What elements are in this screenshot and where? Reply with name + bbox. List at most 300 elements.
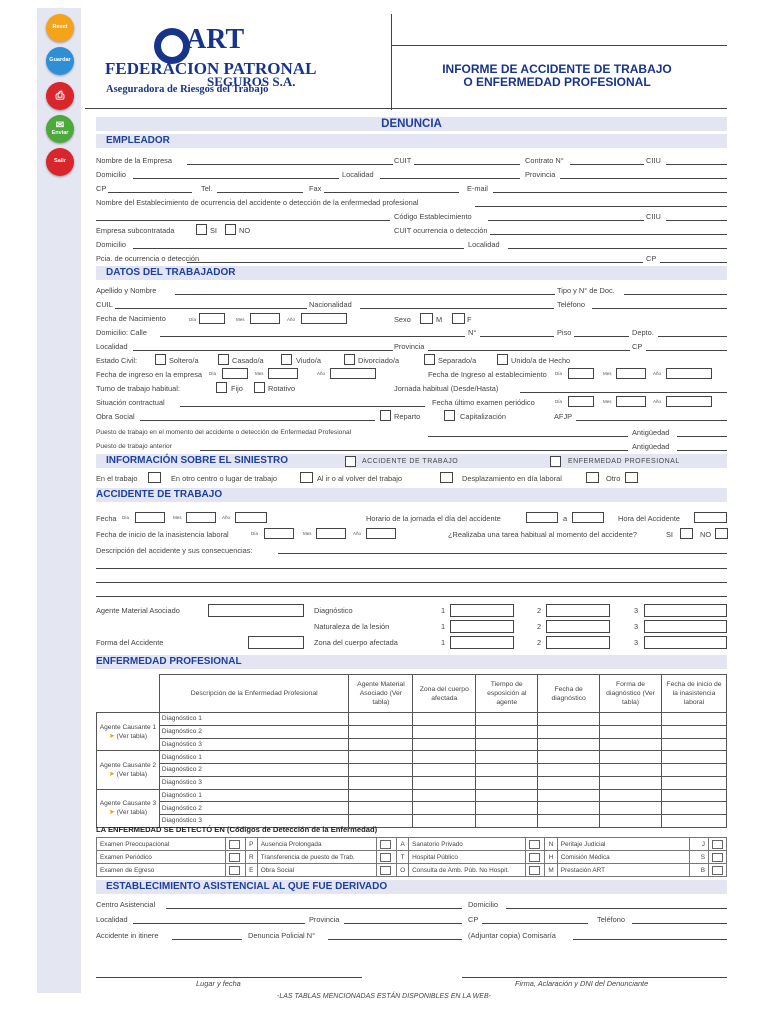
table-cell[interactable] — [413, 789, 476, 802]
diag-row-label: Diagnóstico 2 — [159, 725, 349, 738]
subcontratada-label: Empresa subcontratada — [96, 226, 175, 235]
deteccion-checkbox[interactable] — [709, 838, 727, 851]
diag-row-label: Diagnóstico 1 — [159, 713, 349, 726]
arrow-icon: ➤ — [108, 770, 115, 778]
soltero-checkbox[interactable] — [155, 354, 166, 365]
domicilio-label: Domicilio — [96, 170, 126, 179]
ciiu2-label: CIIU — [646, 212, 661, 221]
cp2-input[interactable] — [660, 262, 727, 263]
domicilio-input[interactable] — [133, 178, 339, 179]
ingreso-estab-mes[interactable] — [616, 368, 646, 379]
email-label: E-mail — [467, 184, 488, 193]
mes-label: Mes — [603, 371, 612, 376]
lugar-fecha-label: Lugar y fecha — [196, 979, 241, 988]
codigo-estab-label: Código Establecimiento — [394, 212, 472, 221]
deteccion-code: H — [545, 851, 557, 864]
ingreso-empresa-dia[interactable] — [222, 368, 248, 379]
deteccion-code: S — [689, 851, 708, 864]
cp-trab-label: CP — [632, 342, 643, 351]
table-cell[interactable] — [349, 738, 413, 751]
cuit-input[interactable] — [414, 164, 520, 165]
establecimiento-title: ESTABLECIMIENTO ASISTENCIAL AL QUE FUE DERIVADO — [106, 881, 388, 892]
estab-input-2[interactable] — [96, 220, 390, 221]
table-cell[interactable] — [538, 802, 600, 815]
dia-label: Día — [555, 371, 563, 376]
email-input[interactable] — [493, 192, 727, 193]
obra-social-input[interactable] — [140, 420, 375, 421]
table-cell[interactable] — [413, 815, 476, 828]
send-button[interactable] — [46, 115, 74, 143]
tel-input[interactable] — [217, 192, 303, 193]
deteccion-label: Comisión Médica — [557, 851, 689, 864]
diag-2-input[interactable] — [546, 604, 610, 617]
no-label: NO — [239, 226, 251, 235]
agente-input[interactable] — [208, 604, 304, 617]
table-cell[interactable] — [349, 776, 413, 789]
apellido-input[interactable] — [175, 294, 555, 295]
table-cell[interactable] — [538, 815, 600, 828]
subcontratada-si-checkbox[interactable] — [196, 224, 207, 235]
dia-label: Día — [122, 515, 130, 520]
cuil-label: CUIL — [96, 300, 113, 309]
table-cell[interactable] — [600, 738, 662, 751]
deteccion-checkbox[interactable] — [709, 851, 727, 864]
divorciado-checkbox[interactable] — [344, 354, 355, 365]
table-cell[interactable] — [413, 751, 476, 764]
table-corner — [97, 675, 160, 713]
table-cell[interactable] — [476, 802, 538, 815]
fijo-checkbox[interactable] — [216, 382, 227, 393]
ver-tabla-1: (Ver tabla) — [116, 732, 148, 740]
table-cell[interactable] — [538, 713, 600, 726]
table-cell[interactable] — [476, 764, 538, 777]
contrato-label: Contrato N° — [525, 156, 564, 165]
diag-2-label: 2 — [537, 606, 542, 615]
ingreso-empresa-mes[interactable] — [268, 368, 298, 379]
diag-row-label: Diagnóstico 1 — [159, 789, 349, 802]
denuncia-policial-label: Denuncia Policial N° — [248, 931, 316, 940]
deteccion-label: Prestación ART — [557, 864, 689, 877]
horario-desde-input[interactable] — [526, 512, 558, 523]
tarea-no-checkbox[interactable] — [715, 528, 728, 539]
diag-row-label: Diagnóstico 3 — [159, 738, 349, 751]
situacion-label: Situación contractual — [96, 398, 165, 407]
examen-label: Fecha último examen periódico — [432, 398, 535, 407]
localidad-input[interactable] — [380, 178, 520, 179]
enfermedad-title: ENFERMEDAD PROFESIONAL — [96, 656, 242, 667]
deteccion-label: Examen Preocupacional — [97, 838, 226, 851]
empresa-label: Nombre de la Empresa — [96, 156, 172, 165]
separado-label: Separado/a — [438, 356, 477, 365]
ingreso-estab-anio[interactable] — [666, 368, 712, 379]
nacionalidad-input[interactable] — [360, 308, 554, 309]
descripcion-input-4[interactable] — [96, 596, 727, 597]
deteccion-label: Transferencia de puesto de Trab. — [257, 851, 377, 864]
table-cell[interactable] — [600, 802, 662, 815]
deteccion-label: Examen de Egreso — [97, 864, 226, 877]
brand-seguros: SEGUROS S.A. — [207, 74, 296, 89]
turno-label: Turno de trabajo habitual: — [96, 384, 180, 393]
printer-icon: ⎙ — [55, 89, 65, 102]
depto-label: Depto. — [632, 328, 654, 337]
brand-federacion: FEDERACION PATRONAL — [105, 59, 317, 78]
sexo-f-checkbox[interactable] — [452, 313, 465, 324]
lugar-fecha-line[interactable] — [96, 977, 362, 978]
examen-dia[interactable] — [568, 396, 594, 407]
pcia-input[interactable] — [187, 262, 643, 263]
antiguedad-input[interactable] — [677, 436, 727, 437]
al-ir-checkbox[interactable] — [440, 472, 453, 483]
firma-label: Firma, Aclaración y DNI del Denunciante — [515, 979, 649, 988]
diag-1-label: 1 — [441, 606, 446, 615]
table-cell[interactable] — [538, 725, 600, 738]
provincia-input[interactable] — [560, 178, 727, 179]
al-ir-label: Al ir o al volver del trabajo — [317, 474, 403, 483]
table-cell[interactable] — [662, 802, 727, 815]
deteccion-checkbox[interactable] — [377, 851, 397, 864]
otro-centro-checkbox[interactable] — [300, 472, 313, 483]
nat-2-input[interactable] — [546, 620, 610, 633]
table-cell[interactable] — [476, 725, 538, 738]
anio-label: Año — [653, 399, 662, 404]
table-cell[interactable] — [413, 776, 476, 789]
fecha-acc-anio[interactable] — [235, 512, 267, 523]
firma-line[interactable] — [462, 977, 727, 978]
localidad2-label: Localidad — [468, 240, 500, 249]
ciiu2-input[interactable] — [666, 220, 727, 221]
table-cell[interactable] — [413, 725, 476, 738]
zona-3-input[interactable] — [644, 636, 727, 649]
table-cell[interactable] — [538, 789, 600, 802]
anio-label: Año — [353, 531, 362, 536]
nat-3-input[interactable] — [644, 620, 727, 633]
table-cell[interactable] — [662, 751, 727, 764]
otro-checkbox[interactable] — [625, 472, 638, 483]
deteccion-row — [97, 851, 727, 864]
dia-label: Día — [555, 399, 563, 404]
table-cell[interactable] — [600, 815, 662, 828]
nat-1-label: 1 — [441, 622, 446, 631]
ver-tabla-2: (Ver tabla) — [116, 770, 148, 778]
nac-anio-input[interactable] — [301, 313, 347, 324]
subcontratada-no-checkbox[interactable] — [225, 224, 236, 235]
localidad-est-label: Localidad — [96, 915, 128, 924]
unido-checkbox[interactable] — [497, 354, 508, 365]
cp-input[interactable] — [108, 192, 192, 193]
diag-1-input[interactable] — [450, 604, 514, 617]
calle-label: Domicilio: Calle — [96, 328, 147, 337]
fax-input[interactable] — [324, 192, 459, 193]
ciiu-input[interactable] — [666, 164, 727, 165]
table-cell[interactable] — [538, 764, 600, 777]
descripcion-input-3[interactable] — [96, 582, 727, 583]
table-cell[interactable] — [413, 738, 476, 751]
diag-3-input[interactable] — [644, 604, 727, 617]
dia-label: Día — [251, 531, 259, 536]
tarea-si-checkbox[interactable] — [680, 528, 693, 539]
agente-1-label: Agente Causante 1 — [99, 723, 157, 731]
domicilio-est-label: Domicilio — [468, 900, 498, 909]
telefono-label: Teléfono — [557, 300, 585, 309]
nro-input[interactable] — [480, 336, 554, 337]
descripcion-input-1[interactable] — [278, 553, 727, 554]
table-cell[interactable] — [662, 789, 727, 802]
localidad-est-input[interactable] — [133, 923, 305, 924]
table-cell[interactable] — [413, 764, 476, 777]
table-cell[interactable] — [600, 713, 662, 726]
table-cell[interactable] — [600, 776, 662, 789]
depto-input[interactable] — [658, 336, 727, 337]
header-rule — [392, 45, 727, 46]
nat-1-input[interactable] — [450, 620, 514, 633]
table-cell[interactable] — [600, 764, 662, 777]
telefono-est-label: Teléfono — [597, 915, 625, 924]
jornada-input[interactable] — [520, 392, 727, 393]
estab-input[interactable] — [475, 206, 727, 207]
piso-input[interactable] — [574, 336, 629, 337]
accidente-option-checkbox[interactable] — [345, 456, 356, 467]
itinere-label: Accidente in itinere — [96, 931, 159, 940]
deteccion-checkbox[interactable] — [525, 864, 545, 877]
contrato-input[interactable] — [570, 164, 644, 165]
provincia-trab-input[interactable] — [428, 350, 630, 351]
table-cell[interactable] — [349, 725, 413, 738]
puesto-input[interactable] — [428, 436, 628, 437]
deteccion-code: M — [545, 864, 557, 877]
cuit-ocurrencia-input[interactable] — [490, 234, 727, 235]
rotativo-checkbox[interactable] — [254, 382, 265, 393]
nacionalidad-label: Nacionalidad — [309, 300, 352, 309]
tarea-habitual-label: ¿Realizaba una tarea habitual al momento del accidente? — [448, 530, 637, 539]
deteccion-checkbox[interactable] — [525, 851, 545, 864]
deteccion-checkbox[interactable] — [226, 838, 246, 851]
table-cell[interactable] — [600, 789, 662, 802]
afjp-input[interactable] — [576, 420, 727, 421]
nat-2-label: 2 — [537, 622, 542, 631]
codigo-estab-input[interactable] — [488, 220, 644, 221]
telefono-est-input[interactable] — [632, 923, 727, 924]
descripcion-input-2[interactable] — [96, 568, 727, 569]
inasistencia-anio[interactable] — [366, 528, 396, 539]
estado-civil-label: Estado Civil: — [96, 356, 138, 365]
table-cell[interactable] — [662, 764, 727, 777]
forma-input[interactable] — [248, 636, 304, 649]
pcia-label: Pcia. de ocurrencia o detección — [96, 254, 200, 263]
deteccion-checkbox[interactable] — [226, 851, 246, 864]
deteccion-table — [96, 837, 727, 877]
cuil-input[interactable] — [115, 308, 307, 309]
table-cell[interactable] — [662, 738, 727, 751]
deteccion-code: O — [397, 864, 409, 877]
reset-button[interactable] — [46, 14, 74, 42]
en-trabajo-checkbox[interactable] — [148, 472, 161, 483]
cp-est-input[interactable] — [482, 923, 588, 924]
puesto-anterior-input[interactable] — [200, 450, 628, 451]
fecha-acc-mes[interactable] — [186, 512, 216, 523]
ingreso-estab-dia[interactable] — [568, 368, 594, 379]
inasistencia-mes[interactable] — [316, 528, 346, 539]
centro-input[interactable] — [166, 908, 462, 909]
table-cell[interactable] — [476, 776, 538, 789]
sexo-m-checkbox[interactable] — [420, 313, 433, 324]
puesto-label: Puesto de trabajo en el momento del accidente o detección de Enfermedad Profesional — [96, 429, 352, 436]
header-forma-diag: Forma de diagnóstico (Ver tabla) — [600, 675, 662, 713]
sexo-f-label: F — [467, 315, 472, 324]
rotativo-label: Rotativo — [268, 384, 296, 393]
empresa-input[interactable] — [187, 164, 393, 165]
viudo-checkbox[interactable] — [281, 354, 292, 365]
examen-anio[interactable] — [666, 396, 712, 407]
examen-mes[interactable] — [616, 396, 646, 407]
cp-trab-input[interactable] — [646, 350, 727, 351]
cuit-label: CUIT — [394, 156, 412, 165]
deteccion-checkbox[interactable] — [226, 864, 246, 877]
print-button[interactable] — [46, 82, 74, 110]
diag-row-label: Diagnóstico 2 — [159, 802, 349, 815]
footer-note: -LAS TABLAS MENCIONADAS ESTÁN DISPONIBLES EN LA WEB- — [277, 993, 491, 1000]
antiguedad-label: Antigüedad — [632, 428, 670, 437]
ciiu-label: CIIU — [646, 156, 661, 165]
agente-3-label: Agente Causante 3 — [99, 800, 157, 808]
table-cell[interactable] — [662, 713, 727, 726]
table-cell[interactable] — [538, 776, 600, 789]
table-cell[interactable] — [413, 802, 476, 815]
nac-mes-input[interactable] — [250, 313, 280, 324]
table-cell[interactable] — [349, 802, 413, 815]
deteccion-code: E — [245, 864, 257, 877]
table-cell[interactable] — [413, 713, 476, 726]
table-cell[interactable] — [662, 776, 727, 789]
provincia-est-input[interactable] — [344, 923, 462, 924]
ingreso-empresa-anio[interactable] — [330, 368, 376, 379]
table-cell[interactable] — [349, 751, 413, 764]
table-cell[interactable] — [349, 764, 413, 777]
anio-label: Año — [222, 515, 231, 520]
table-cell[interactable] — [538, 751, 600, 764]
deteccion-checkbox[interactable] — [377, 838, 397, 851]
separado-checkbox[interactable] — [424, 354, 435, 365]
estab-label: Nombre del Establecimiento de ocurrencia del accidente o detección de la enfermedad profesional — [96, 198, 419, 207]
tarea-si-label: SI — [666, 530, 673, 539]
denuncia-policial-input[interactable] — [328, 939, 462, 940]
mes-label: Mes — [603, 399, 612, 404]
localidad-trab-input[interactable] — [133, 350, 393, 351]
table-cell[interactable] — [476, 815, 538, 828]
table-cell[interactable] — [662, 725, 727, 738]
table-cell[interactable] — [476, 789, 538, 802]
zona-1-label: 1 — [441, 638, 446, 647]
domicilio2-input[interactable] — [133, 248, 464, 249]
ingreso-estab-label: Fecha de Ingreso al establecimiento — [428, 370, 547, 379]
table-cell[interactable] — [349, 713, 413, 726]
exit-button[interactable] — [46, 148, 74, 176]
domicilio-est-input[interactable] — [506, 908, 727, 909]
agente-2-label: Agente Causante 2 — [99, 761, 157, 769]
en-trabajo-label: En el trabajo — [96, 474, 138, 483]
save-button[interactable] — [46, 47, 74, 75]
otro-centro-label: En otro centro o lugar de trabajo — [171, 474, 277, 483]
si-label: SI — [210, 226, 217, 235]
hora-acc-input[interactable] — [694, 512, 727, 523]
deteccion-label: Ausencia Prolongada — [257, 838, 377, 851]
deteccion-label: Peritaje Judicial — [557, 838, 689, 851]
horario-hasta-input[interactable] — [572, 512, 604, 523]
table-cell[interactable] — [349, 789, 413, 802]
denuncia-title: DENUNCIA — [381, 118, 442, 130]
table-cell[interactable] — [600, 725, 662, 738]
table-cell[interactable] — [476, 751, 538, 764]
puesto-anterior-label: Puesto de trabajo anterior — [96, 443, 172, 450]
fecha-acc-label: Fecha — [96, 514, 117, 523]
nac-dia-input[interactable] — [199, 313, 225, 324]
inasistencia-dia[interactable] — [264, 528, 294, 539]
tipo-doc-input[interactable] — [624, 294, 727, 295]
capitalizacion-checkbox[interactable] — [444, 410, 455, 421]
telefono-input[interactable] — [592, 308, 727, 309]
soltero-label: Soltero/a — [169, 356, 199, 365]
sexo-m-label: M — [436, 315, 443, 324]
anio-label: Año — [653, 371, 662, 376]
provincia-trab-label: Provincia — [394, 342, 425, 351]
viudo-label: Viudo/a — [296, 356, 321, 365]
deteccion-checkbox[interactable] — [377, 864, 397, 877]
zona-label: Zona del cuerpo afectada — [314, 638, 398, 647]
domicilio2-label: Domicilio — [96, 240, 126, 249]
deteccion-label: Obra Social — [257, 864, 377, 877]
antiguedad2-input[interactable] — [677, 450, 727, 451]
fecha-acc-dia[interactable] — [135, 512, 165, 523]
send-label: Enviar — [51, 130, 69, 137]
tel-label: Tel. — [201, 184, 213, 193]
zona-2-input[interactable] — [546, 636, 610, 649]
divorciado-label: Divorciado/a — [358, 356, 400, 365]
zona-1-input[interactable] — [450, 636, 514, 649]
reparto-checkbox[interactable] — [380, 410, 391, 421]
enfermedad-table — [96, 674, 727, 828]
diag-row-label: Diagnóstico 3 — [159, 776, 349, 789]
deteccion-checkbox[interactable] — [525, 838, 545, 851]
table-cell[interactable] — [538, 738, 600, 751]
header-descripcion: Descripción de la Enfermedad Profesional — [159, 675, 349, 713]
diag-row-label: Diagnóstico 1 — [159, 751, 349, 764]
reparto-label: Reparto — [394, 412, 421, 421]
itinere-input[interactable] — [172, 939, 242, 940]
piso-label: Piso — [557, 328, 572, 337]
localidad2-input[interactable] — [508, 248, 727, 249]
casado-checkbox[interactable] — [218, 354, 229, 365]
table-cell[interactable] — [476, 738, 538, 751]
table-cell[interactable] — [600, 751, 662, 764]
cuit-ocurrencia-label: CUIT ocurrencia o detección — [394, 226, 488, 235]
agente-causante-3 — [97, 789, 160, 827]
table-cell[interactable] — [476, 713, 538, 726]
save-label: Guardar — [49, 57, 71, 64]
enfermedad-option-checkbox[interactable] — [550, 456, 561, 467]
table-cell[interactable] — [662, 815, 727, 828]
zona-3-label: 3 — [634, 638, 639, 647]
antiguedad2-label: Antigüedad — [632, 442, 670, 451]
dia-label: Día — [209, 371, 217, 376]
arrow-icon: ➤ — [108, 809, 115, 817]
apellido-label: Apellido y Nombre — [96, 286, 157, 295]
ver-tabla-3: (Ver tabla) — [116, 809, 148, 817]
deteccion-checkbox[interactable] — [709, 864, 727, 877]
desplazamiento-checkbox[interactable] — [586, 472, 599, 483]
forma-label: Forma del Accidente — [96, 638, 164, 647]
calle-input[interactable] — [160, 336, 465, 337]
comisaria-input[interactable] — [573, 939, 727, 940]
situacion-input[interactable] — [180, 406, 425, 407]
